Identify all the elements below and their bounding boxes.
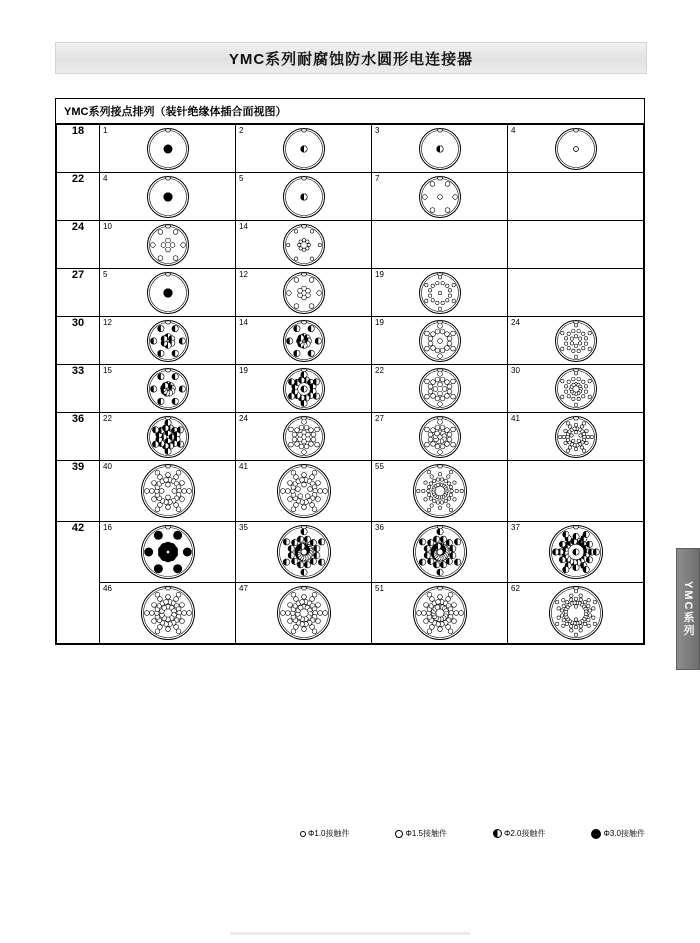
footer-rule xyxy=(230,932,470,935)
contact-count-label: 16 xyxy=(103,523,112,532)
legend-label: Φ1.0接触件 xyxy=(308,829,350,838)
contact-count-label: 12 xyxy=(103,318,112,327)
insert-arrangement-cell xyxy=(508,173,644,221)
insert-arrangement-cell xyxy=(100,461,236,522)
legend-label: Φ2.0接触件 xyxy=(503,829,546,838)
insert-arrangement-cell xyxy=(372,173,508,221)
contact-count-label: 19 xyxy=(375,270,384,279)
legend-label: Φ3.0接触件 xyxy=(603,829,645,838)
insert-arrangement-cell xyxy=(100,173,236,221)
contact-count-label: 41 xyxy=(511,414,520,423)
contact-count-label: 37 xyxy=(511,523,520,532)
insert-arrangement-cell xyxy=(236,317,372,365)
legend-item xyxy=(300,828,350,839)
insert-arrangement-cell xyxy=(508,461,644,522)
series-side-tab-label: YMC系列 xyxy=(682,580,694,638)
page-title-banner xyxy=(55,42,647,74)
table-row xyxy=(57,522,644,583)
insert-diagram xyxy=(412,524,468,580)
table-row xyxy=(57,461,644,522)
insert-arrangement-cell xyxy=(236,221,372,269)
insert-arrangement-cell xyxy=(372,522,508,583)
insert-diagram xyxy=(276,463,332,519)
insert-diagram xyxy=(146,271,190,315)
series-side-tab xyxy=(676,548,700,670)
table-row xyxy=(57,413,644,461)
contact-count-label: 5 xyxy=(103,270,108,279)
contact-count-label: 62 xyxy=(511,584,520,593)
insert-diagram xyxy=(140,524,196,580)
shell-size-cell: 42 xyxy=(57,522,100,644)
insert-diagram xyxy=(282,271,326,315)
legend xyxy=(300,828,645,839)
insert-arrangement-cell xyxy=(236,173,372,221)
contact-count-label: 27 xyxy=(375,414,384,423)
insert-arrangement-cell xyxy=(236,413,372,461)
insert-diagram xyxy=(146,319,190,363)
table-row xyxy=(57,317,644,365)
insert-arrangement-cell xyxy=(236,125,372,173)
insert-arrangement-cell xyxy=(100,413,236,461)
contact-count-label: 7 xyxy=(375,174,380,183)
insert-arrangement-cell xyxy=(508,413,644,461)
insert-diagram xyxy=(418,319,462,363)
insert-arrangement-cell xyxy=(236,269,372,317)
contact-count-label: 22 xyxy=(103,414,112,423)
insert-diagram xyxy=(282,175,326,219)
insert-diagram xyxy=(418,415,462,459)
insert-arrangement-cell xyxy=(508,522,644,583)
insert-arrangement-cell xyxy=(236,522,372,583)
insert-arrangement-cell xyxy=(100,125,236,173)
contact-3-0-icon xyxy=(591,829,601,839)
insert-diagram xyxy=(146,223,190,267)
contact-arrangement-table xyxy=(55,98,645,645)
table-row xyxy=(57,365,644,413)
shell-size-cell: 36 xyxy=(57,413,100,461)
insert-diagram xyxy=(282,223,326,267)
contact-count-label: 4 xyxy=(103,174,108,183)
table-row xyxy=(57,173,644,221)
contact-count-label: 4 xyxy=(511,126,516,135)
contact-count-label: 51 xyxy=(375,584,384,593)
insert-arrangement-cell xyxy=(100,583,236,644)
insert-arrangement-cell xyxy=(100,522,236,583)
insert-diagram xyxy=(554,223,598,267)
table-row xyxy=(57,583,644,644)
insert-diagram xyxy=(418,271,462,315)
insert-diagram xyxy=(418,367,462,411)
insert-arrangement-cell xyxy=(236,365,372,413)
shell-size-cell: 30 xyxy=(57,317,100,365)
insert-arrangement-cell xyxy=(372,221,508,269)
insert-arrangement-cell xyxy=(372,365,508,413)
insert-diagram xyxy=(412,463,468,519)
insert-diagram xyxy=(146,127,190,171)
contact-count-label: 24 xyxy=(239,414,248,423)
insert-diagram xyxy=(276,585,332,641)
insert-diagram xyxy=(548,463,604,519)
insert-diagram xyxy=(412,585,468,641)
insert-diagram xyxy=(146,415,190,459)
table-caption: YMC系列接点排列（装针绝缘体插合面视图） xyxy=(56,99,644,124)
shell-size-cell: 22 xyxy=(57,173,100,221)
insert-arrangement-cell xyxy=(236,583,372,644)
insert-arrangement-cell xyxy=(372,317,508,365)
insert-diagram xyxy=(418,127,462,171)
insert-arrangement-cell xyxy=(372,269,508,317)
contact-count-label: 24 xyxy=(511,318,520,327)
insert-diagram xyxy=(146,175,190,219)
insert-arrangement-cell xyxy=(100,221,236,269)
insert-arrangement-cell xyxy=(508,269,644,317)
insert-arrangement-cell xyxy=(100,317,236,365)
insert-diagram xyxy=(418,223,462,267)
contact-count-label: 30 xyxy=(511,366,520,375)
page-title: YMC系列耐腐蚀防水圆形电连接器 xyxy=(228,50,474,68)
insert-diagram xyxy=(282,415,326,459)
insert-diagram xyxy=(140,585,196,641)
insert-diagram xyxy=(418,175,462,219)
shell-size-cell: 27 xyxy=(57,269,100,317)
insert-arrangement-cell xyxy=(372,125,508,173)
insert-arrangement-cell xyxy=(508,583,644,644)
insert-arrangement-cell xyxy=(508,317,644,365)
contact-count-label: 36 xyxy=(375,523,384,532)
contact-count-label: 14 xyxy=(239,222,248,231)
insert-arrangement-cell xyxy=(508,221,644,269)
legend-item xyxy=(493,828,546,839)
insert-diagram xyxy=(548,585,604,641)
contact-count-label: 3 xyxy=(375,126,380,135)
contact-2-0-icon xyxy=(493,829,502,838)
insert-diagram xyxy=(554,271,598,315)
contact-1-5-icon xyxy=(395,830,403,838)
contact-count-label: 15 xyxy=(103,366,112,375)
insert-diagram xyxy=(548,524,604,580)
insert-arrangement-cell xyxy=(372,583,508,644)
insert-diagram xyxy=(276,524,332,580)
table-row xyxy=(57,221,644,269)
insert-diagram xyxy=(282,127,326,171)
insert-diagram xyxy=(554,127,598,171)
shell-size-cell: 18 xyxy=(57,125,100,173)
insert-arrangement-cell xyxy=(508,125,644,173)
insert-diagram xyxy=(554,415,598,459)
insert-diagram xyxy=(282,319,326,363)
shell-size-cell: 39 xyxy=(57,461,100,522)
contact-count-label: 40 xyxy=(103,462,112,471)
table-row xyxy=(57,125,644,173)
legend-item xyxy=(395,828,447,839)
contact-count-label: 12 xyxy=(239,270,248,279)
insert-arrangement-cell xyxy=(508,365,644,413)
insert-diagram xyxy=(146,367,190,411)
insert-arrangement-cell xyxy=(236,461,372,522)
shell-size-cell: 33 xyxy=(57,365,100,413)
legend-item xyxy=(591,828,645,839)
shell-size-cell: 24 xyxy=(57,221,100,269)
arrangement-grid xyxy=(56,124,644,644)
table-row xyxy=(57,269,644,317)
insert-diagram xyxy=(554,367,598,411)
insert-diagram xyxy=(140,463,196,519)
insert-arrangement-cell xyxy=(100,269,236,317)
contact-1-0-icon xyxy=(300,831,306,837)
contact-count-label: 35 xyxy=(239,523,248,532)
contact-count-label: 46 xyxy=(103,584,112,593)
insert-arrangement-cell xyxy=(372,413,508,461)
contact-count-label: 47 xyxy=(239,584,248,593)
insert-diagram xyxy=(554,175,598,219)
insert-arrangement-cell xyxy=(100,365,236,413)
contact-count-label: 19 xyxy=(239,366,248,375)
insert-arrangement-cell xyxy=(372,461,508,522)
contact-count-label: 19 xyxy=(375,318,384,327)
contact-count-label: 14 xyxy=(239,318,248,327)
contact-count-label: 55 xyxy=(375,462,384,471)
contact-count-label: 2 xyxy=(239,126,244,135)
contact-count-label: 22 xyxy=(375,366,384,375)
insert-diagram xyxy=(554,319,598,363)
legend-label: Φ1.5接触件 xyxy=(405,829,447,838)
contact-count-label: 5 xyxy=(239,174,244,183)
insert-diagram xyxy=(282,367,326,411)
contact-count-label: 1 xyxy=(103,126,108,135)
contact-count-label: 10 xyxy=(103,222,112,231)
contact-count-label: 41 xyxy=(239,462,248,471)
